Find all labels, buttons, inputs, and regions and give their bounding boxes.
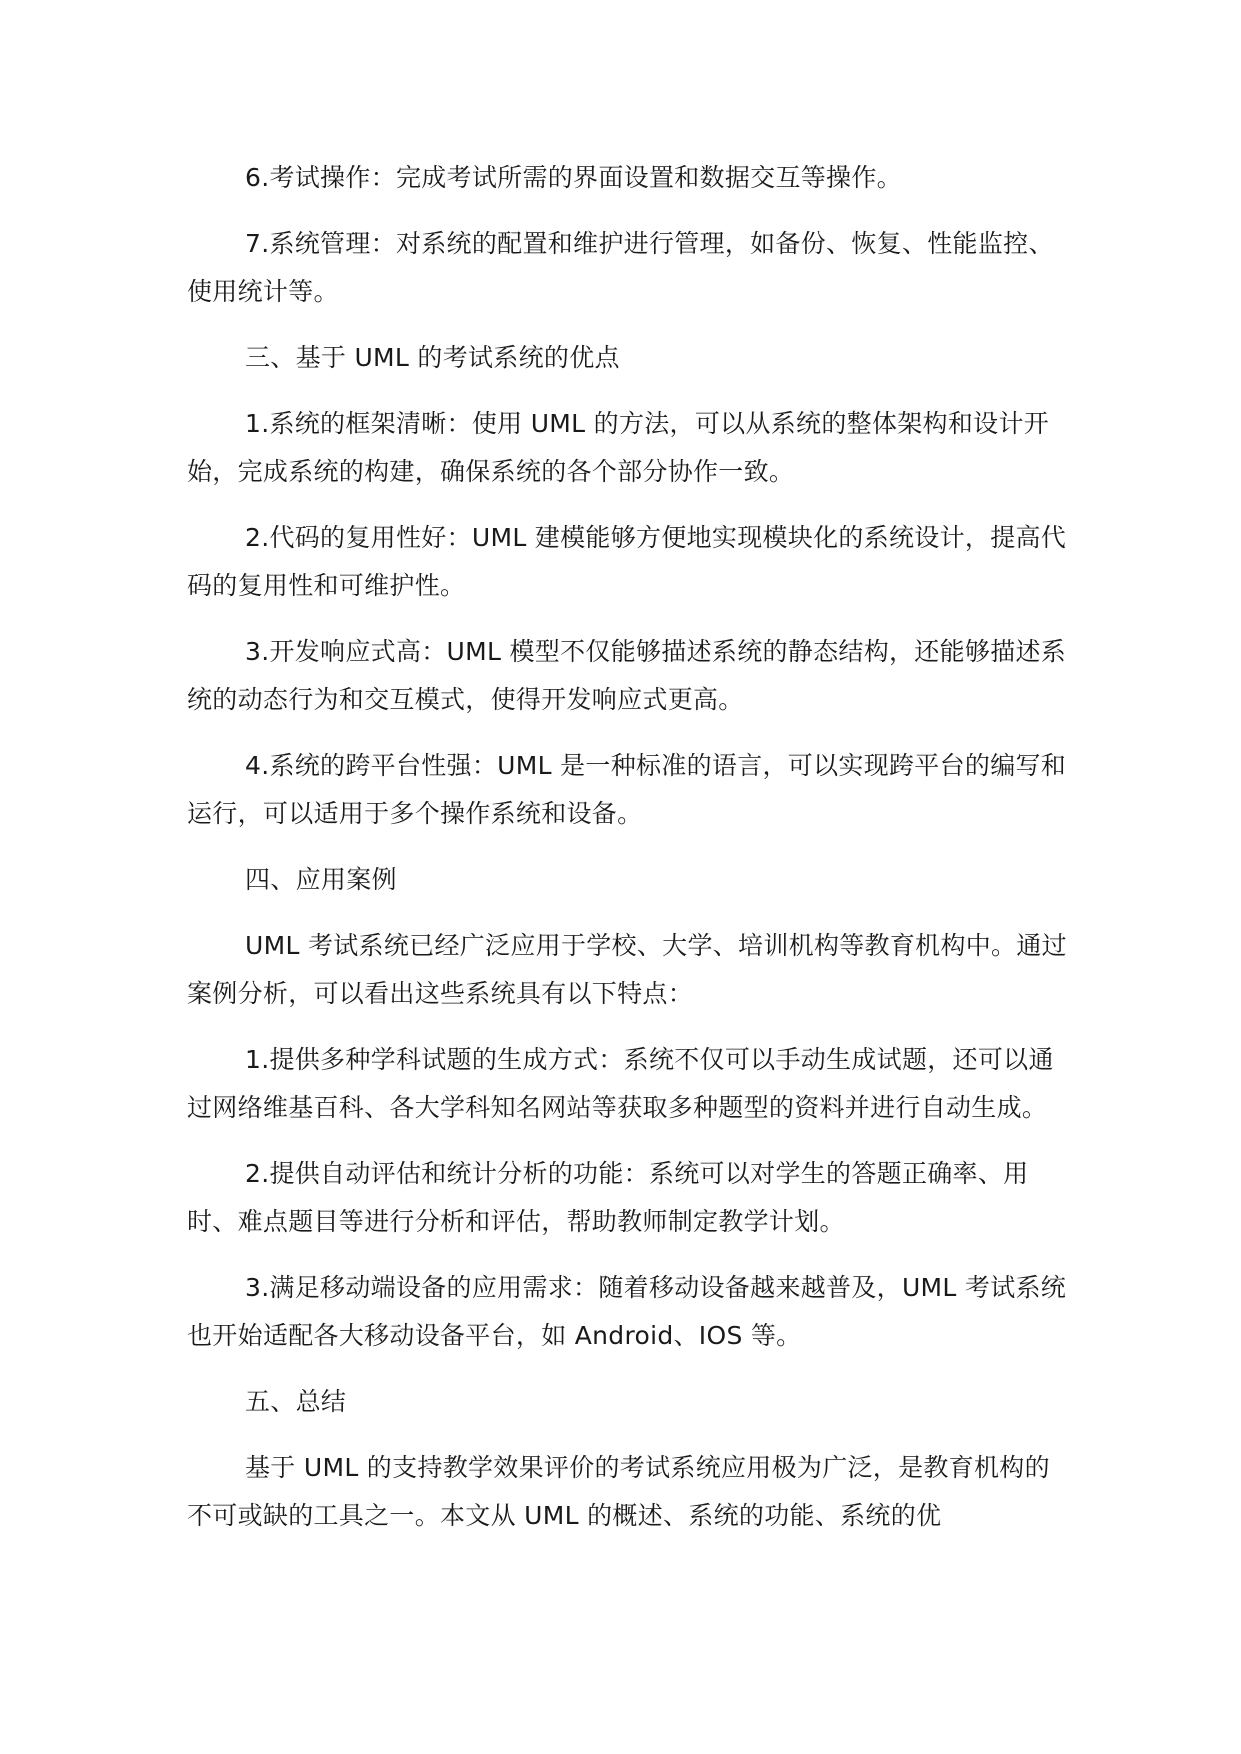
paragraph-system-management: 7.系统管理：对系统的配置和维护进行管理，如备份、恢复、性能监控、使用统计等。 bbox=[187, 229, 1054, 306]
paragraph-clear-framework: 1.系统的框架清晰：使用 UML 的方法，可以从系统的整体架构和设计开始，完成系统的构建，确保系统的各个部分协作一致。 bbox=[187, 409, 1050, 486]
paragraph-mobile-support: 3.满足移动端设备的应用需求：随着移动设备越来越普及，UML 考试系统也开始适配各大移动设备平台，如 Android、IOS 等。 bbox=[187, 1273, 1067, 1350]
paragraph-exam-operation: 6.考试操作：完成考试所需的界面设置和数据交互等操作。 bbox=[245, 163, 902, 192]
section-heading-cases: 四、应用案例 bbox=[245, 865, 397, 894]
section-heading-advantages: 三、基于 UML 的考试系统的优点 bbox=[245, 343, 620, 372]
paragraph-question-generation: 1.提供多种学科试题的生成方式：系统不仅可以手动生成试题，还可以通过网络维基百科、各大学科知名网站等获取多种题型的资料并进行自动生成。 bbox=[187, 1045, 1054, 1122]
paragraph-responsive-development: 3.开发响应式高：UML 模型不仅能够描述系统的静态结构，还能够描述系统的动态行为和交互模式，使得开发响应式更高。 bbox=[187, 637, 1067, 714]
paragraph-cross-platform: 4.系统的跨平台性强：UML 是一种标准的语言，可以实现跨平台的编写和运行，可以适用于多个操作系统和设备。 bbox=[187, 751, 1067, 828]
paragraph-auto-evaluation: 2.提供自动评估和统计分析的功能：系统可以对学生的答题正确率、用时、难点题目等进行分析和评估，帮助教师制定教学计划。 bbox=[187, 1159, 1029, 1236]
paragraph-cases-intro: UML 考试系统已经广泛应用于学校、大学、培训机构等教育机构中。通过案例分析，可以看出这些系统具有以下特点： bbox=[187, 931, 1067, 1008]
paragraph-code-reuse: 2.代码的复用性好：UML 建模能够方便地实现模块化的系统设计，提高代码的复用性和可维护性。 bbox=[187, 523, 1067, 600]
section-heading-summary: 五、总结 bbox=[245, 1387, 347, 1416]
paragraph-summary: 基于 UML 的支持教学效果评价的考试系统应用极为广泛，是教育机构的不可或缺的工具之一。本文从 UML 的概述、系统的功能、系统的优 bbox=[187, 1453, 1050, 1530]
document-body bbox=[187, 154, 1067, 1558]
